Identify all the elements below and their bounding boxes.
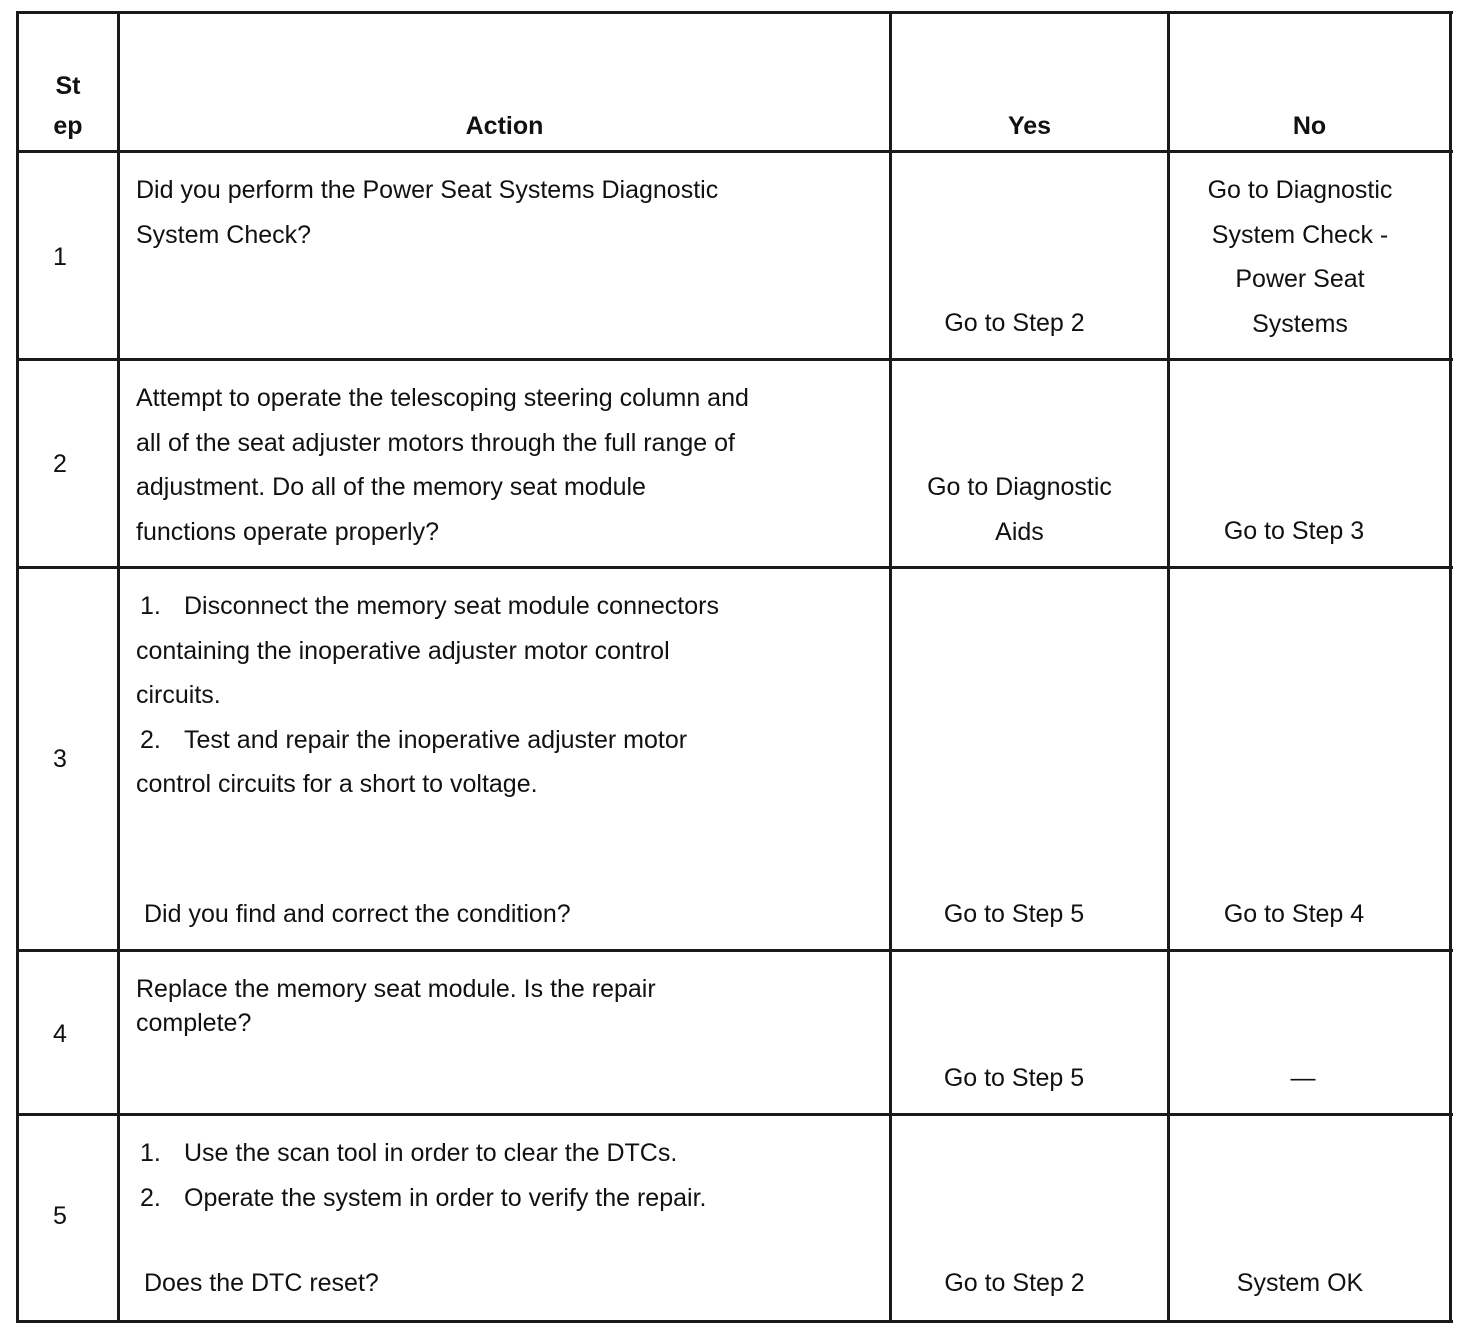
action-line: complete? [136, 1009, 252, 1037]
no-line: Power Seat [1235, 265, 1365, 293]
list-number: 2. [140, 725, 161, 754]
list-text: Disconnect the memory seat module connectors [184, 592, 719, 620]
step-number: 5 [53, 1202, 67, 1230]
step-number: 4 [53, 1020, 67, 1048]
list-text: Operate the system in order to verify the repair. [184, 1183, 707, 1212]
yes-result: Go to Step 5 [943, 900, 1085, 928]
table-border-bottom [16, 1320, 1453, 1323]
yes-result: Go to Step 5 [943, 1064, 1085, 1092]
header-no: No [1292, 112, 1327, 140]
action-list [136, 584, 719, 807]
table-border-left [16, 11, 19, 1323]
action-line: adjustment. Do all of the memory seat module [136, 473, 646, 501]
list-text: Use the scan tool in order to clear the DTCs. [184, 1139, 678, 1167]
step-number: 2 [53, 450, 67, 478]
no-line: Go to Diagnostic [1207, 176, 1393, 204]
no-line: Systems [1252, 309, 1348, 338]
no-result: System OK [1236, 1269, 1364, 1297]
action-list [136, 1131, 706, 1220]
yes-result: Go to Step 2 [944, 1269, 1085, 1297]
list-item [136, 718, 719, 763]
row-divider [16, 1113, 1453, 1116]
header-yes: Yes [1007, 112, 1052, 140]
list-continuation: containing the inoperative adjuster motor control [136, 636, 670, 665]
header-divider [16, 150, 1453, 153]
row-divider [16, 566, 1453, 569]
no-result [1170, 168, 1430, 346]
no-result: — [1290, 1064, 1316, 1092]
list-item [136, 1176, 706, 1221]
action-question: Did you find and correct the condition? [144, 900, 571, 928]
list-continuation: circuits. [136, 681, 221, 709]
action-question: Does the DTC reset? [144, 1269, 379, 1297]
action-line: System Check? [136, 220, 312, 249]
header-action: Action [465, 112, 544, 140]
action-line: Attempt to operate the telescoping steering column and [136, 384, 749, 412]
yes-line: Go to Diagnostic [927, 473, 1112, 501]
list-number: 1. [140, 592, 161, 620]
yes-result: Go to Step 2 [944, 309, 1085, 337]
header-step-line2: ep [53, 112, 83, 140]
action-text [136, 376, 749, 554]
header-step-line1: St [55, 72, 81, 100]
column-divider [889, 11, 892, 1323]
step-number: 1 [53, 243, 67, 271]
action-text [136, 972, 656, 1040]
action-line: all of the seat adjuster motors through the full range of [136, 428, 735, 457]
list-text: Test and repair the inoperative adjuster motor [184, 725, 688, 754]
header-step [19, 66, 117, 146]
table-border-top [16, 11, 1453, 14]
action-line: Did you perform the Power Seat Systems Diagnostic [136, 176, 719, 204]
table-border-right [1449, 11, 1452, 1323]
column-divider [117, 11, 120, 1323]
yes-result [892, 465, 1147, 554]
list-number: 2. [140, 1183, 161, 1212]
list-item [136, 1131, 706, 1176]
list-continuation: control circuits for a short to voltage. [136, 770, 538, 798]
no-result: Go to Step 3 [1223, 517, 1365, 545]
row-divider [16, 949, 1453, 952]
list-item [136, 584, 719, 629]
action-line: functions operate properly? [136, 517, 439, 546]
row-divider [16, 358, 1453, 361]
list-number: 1. [140, 1139, 161, 1167]
yes-line: Aids [995, 517, 1044, 546]
step-number: 3 [53, 745, 67, 773]
action-line: Replace the memory seat module. Is the repair [136, 975, 656, 1003]
no-line: System Check - [1211, 220, 1389, 249]
no-result: Go to Step 4 [1223, 900, 1365, 928]
action-text [136, 168, 718, 257]
